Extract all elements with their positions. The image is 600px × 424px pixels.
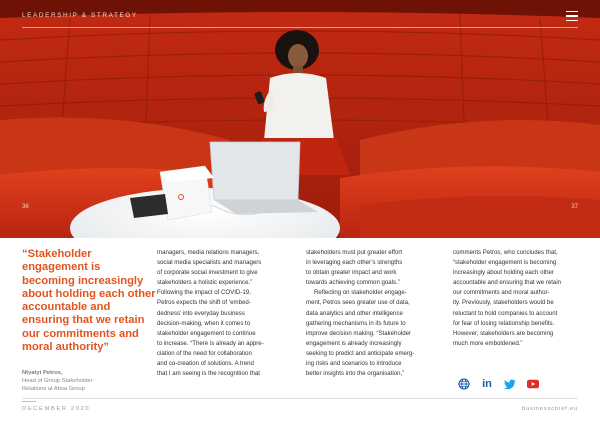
body-line: gathering mechanisms in its future to <box>306 319 406 327</box>
body-line: “stakeholder engagement is becoming <box>453 259 557 267</box>
body-line: that I am seeing is the recognition that <box>157 370 260 378</box>
body-line: seeking to predict and anticipate emerg- <box>306 349 415 357</box>
body-line: increasingly about holding each other <box>453 269 554 277</box>
body-line: for fear of losing relationship benefits. <box>453 319 555 327</box>
body-line: Reflecting on stakeholder engage- <box>314 289 407 297</box>
issue-date: DECEMBER 2020 <box>22 406 91 412</box>
body-line: to increase. “There is already an appre- <box>157 339 264 347</box>
quote-line: moral authority” <box>22 341 110 354</box>
body-line: dedness’ into everyday business <box>157 309 245 317</box>
body-line: stakeholder engagement to continue <box>157 329 256 337</box>
quote-line: our commitments and <box>22 327 139 340</box>
body-line: much more emboldened.” <box>453 339 523 347</box>
page-number-right: 37 <box>571 204 578 210</box>
linkedin-icon[interactable]: in <box>482 378 492 390</box>
quote-line: about holding each other <box>22 287 156 300</box>
body-line: stakeholders a holistic experience.” <box>157 279 253 287</box>
body-line: our commitments and moral author- <box>453 289 550 297</box>
social-links <box>458 378 539 390</box>
pull-quote <box>22 248 156 354</box>
attribution-name: Ntyatyi Petros, <box>22 370 63 377</box>
pull-quote-block <box>22 248 156 402</box>
quote-line: accountable and <box>22 301 111 314</box>
menu-icon[interactable] <box>566 11 578 21</box>
body-column-1 <box>157 248 285 379</box>
body-line: ciation of the need for collaboration <box>157 349 252 357</box>
quote-line: engagement is <box>22 261 101 274</box>
body-line: ity. Previously, stakeholders would be <box>453 299 554 307</box>
footer-divider <box>22 398 578 399</box>
body-line: and co-creation of solutions. A trend <box>157 360 254 368</box>
attribution-role: Head of Group Stakeholder <box>22 378 93 385</box>
body-line: better insights into the organisation,” <box>306 370 405 378</box>
body-line: reluctant to hold companies to account <box>453 309 558 317</box>
body-line: ing risks and scenarios to introduce <box>306 360 402 368</box>
globe-icon[interactable] <box>458 378 470 390</box>
quote-attribution <box>22 370 150 393</box>
attribution-divider <box>22 401 36 402</box>
section-label: LEADERSHIP & STRATEGY <box>22 12 138 19</box>
youtube-icon[interactable] <box>527 378 539 390</box>
header-divider <box>22 27 578 28</box>
body-line: Petros expects the shift of ‘embed- <box>157 299 251 307</box>
body-column-2 <box>306 248 434 379</box>
body-line: decision-making, when it comes to <box>157 319 251 327</box>
body-line: engagement is already increasingly <box>306 339 402 347</box>
body-line: accountable and ensuring that we retain <box>453 279 562 287</box>
body-line: stakeholders must put greater effort <box>306 249 403 256</box>
body-column-3 <box>453 248 581 349</box>
body-line: managers, media relations managers, <box>157 249 260 256</box>
quote-line: ensuring that we retain <box>22 314 145 327</box>
attribution-org: Relations at Absa Group <box>22 385 85 392</box>
twitter-icon[interactable] <box>504 378 516 390</box>
quote-line: becoming increasingly <box>22 274 144 287</box>
body-line: However, stakeholders are becoming <box>453 329 554 337</box>
body-line: improve decision making. “Stakeholder <box>306 329 411 337</box>
body-line: of corporate social investment to give <box>157 269 258 277</box>
body-line: towards achieving common goals.” <box>306 279 400 287</box>
website-link[interactable]: businesschief.eu <box>522 406 578 412</box>
body-line: social media specialists and managers <box>157 259 262 267</box>
body-line: in leveraging each other’s strengths <box>306 259 403 267</box>
quote-line: “Stakeholder <box>22 248 92 260</box>
body-line: Following the impact of COVID-19, <box>157 289 251 297</box>
body-line: to obtain greater impact and work <box>306 269 397 277</box>
body-line: ment, Petros sees greater use of data, <box>306 299 410 307</box>
body-line: data analytics and other intelligence <box>306 309 403 317</box>
body-line: comments Petros, who concludes that, <box>453 249 558 256</box>
page-number-left: 36 <box>22 204 29 210</box>
